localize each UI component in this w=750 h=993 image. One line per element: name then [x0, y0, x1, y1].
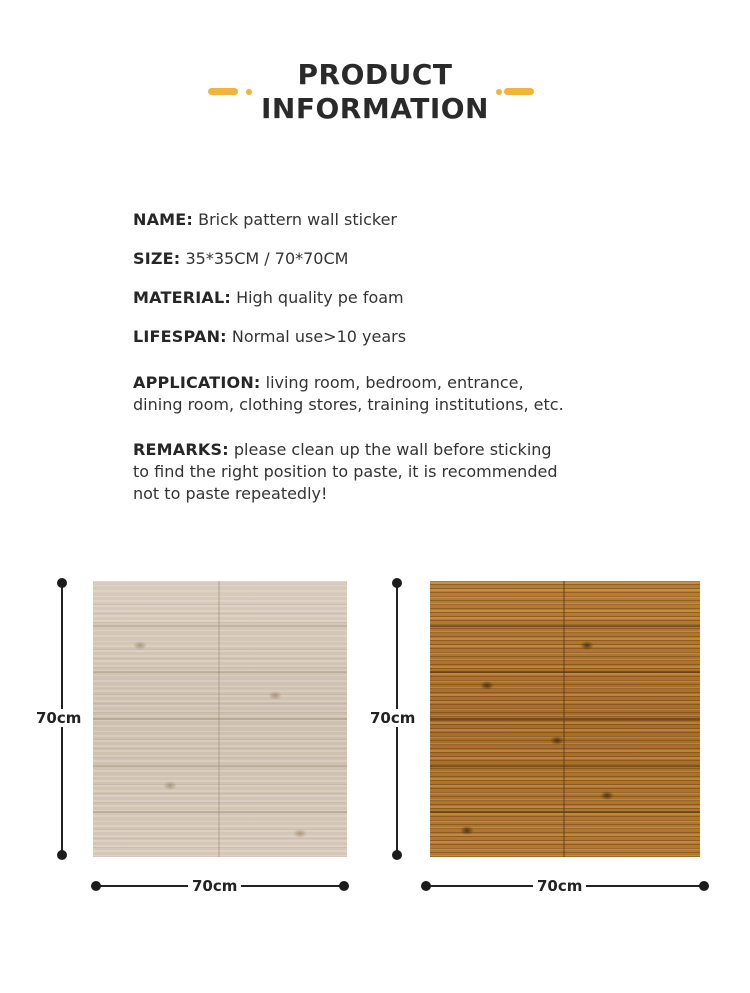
info-remarks-value-3: not to paste repeatedly!: [133, 484, 328, 503]
info-material-label: MATERIAL:: [133, 288, 231, 307]
info-lifespan-label: LIFESPAN:: [133, 327, 227, 346]
dimension-endpoint: [57, 578, 67, 588]
wood-knot: [600, 791, 614, 800]
panel-seam: [93, 765, 347, 767]
info-application: [133, 372, 603, 416]
panel-seam: [430, 625, 700, 627]
info-application-value-1: living room, bedroom, entrance,: [265, 373, 524, 392]
dimension-endpoint: [421, 881, 431, 891]
info-name: [133, 209, 603, 231]
right-height-label: 70cm: [366, 709, 419, 727]
info-remarks-value-1: please clean up the wall before sticking: [233, 440, 552, 459]
panel-seam: [93, 625, 347, 627]
info-name-value: Brick pattern wall sticker: [198, 210, 397, 229]
info-lifespan-value: Normal use>10 years: [231, 327, 407, 346]
title-decoration-right: [496, 88, 546, 96]
wood-knot: [293, 829, 307, 838]
wood-knot: [268, 691, 282, 700]
dimension-endpoint: [339, 881, 349, 891]
panel-seam: [430, 811, 700, 813]
info-material: [133, 287, 603, 309]
page-title: [0, 58, 750, 126]
wood-knot: [163, 781, 177, 790]
left-height-label: 70cm: [32, 709, 85, 727]
info-material-value: High quality pe foam: [236, 288, 404, 307]
dimension-endpoint: [91, 881, 101, 891]
info-application-label: APPLICATION:: [133, 373, 261, 392]
info-remarks: [133, 439, 603, 505]
dimension-endpoint: [57, 850, 67, 860]
panel-seam: [93, 671, 347, 673]
wood-knot: [480, 681, 494, 690]
panel-seam: [430, 765, 700, 767]
wood-panel-dark: [430, 581, 700, 857]
left-width-label: 70cm: [188, 877, 241, 895]
wood-knot: [580, 641, 594, 650]
right-width-label: 70cm: [533, 877, 586, 895]
wood-panel-light: [93, 581, 347, 857]
info-lifespan: [133, 326, 603, 348]
panel-seam: [93, 811, 347, 813]
panel-seam: [430, 718, 700, 720]
info-size: [133, 248, 603, 270]
title-line-1: PRODUCT: [297, 58, 453, 91]
dimension-endpoint: [392, 850, 402, 860]
wood-knot: [460, 826, 474, 835]
decoration-dot: [496, 89, 502, 95]
panel-seam: [93, 718, 347, 720]
info-size-label: SIZE:: [133, 249, 181, 268]
info-size-value: 35*35CM / 70*70CM: [185, 249, 349, 268]
info-remarks-value-2: to find the right position to paste, it is recommended: [133, 462, 558, 481]
title-line-2: INFORMATION: [261, 92, 489, 125]
dimension-endpoint: [392, 578, 402, 588]
decoration-bar: [504, 88, 534, 95]
info-name-label: NAME:: [133, 210, 194, 229]
dimension-endpoint: [699, 881, 709, 891]
info-application-value-2: dining room, clothing stores, training institutions, etc.: [133, 395, 564, 414]
wood-knot: [550, 736, 564, 745]
panel-seam: [430, 671, 700, 673]
wood-knot: [133, 641, 147, 650]
info-remarks-label: REMARKS:: [133, 440, 229, 459]
